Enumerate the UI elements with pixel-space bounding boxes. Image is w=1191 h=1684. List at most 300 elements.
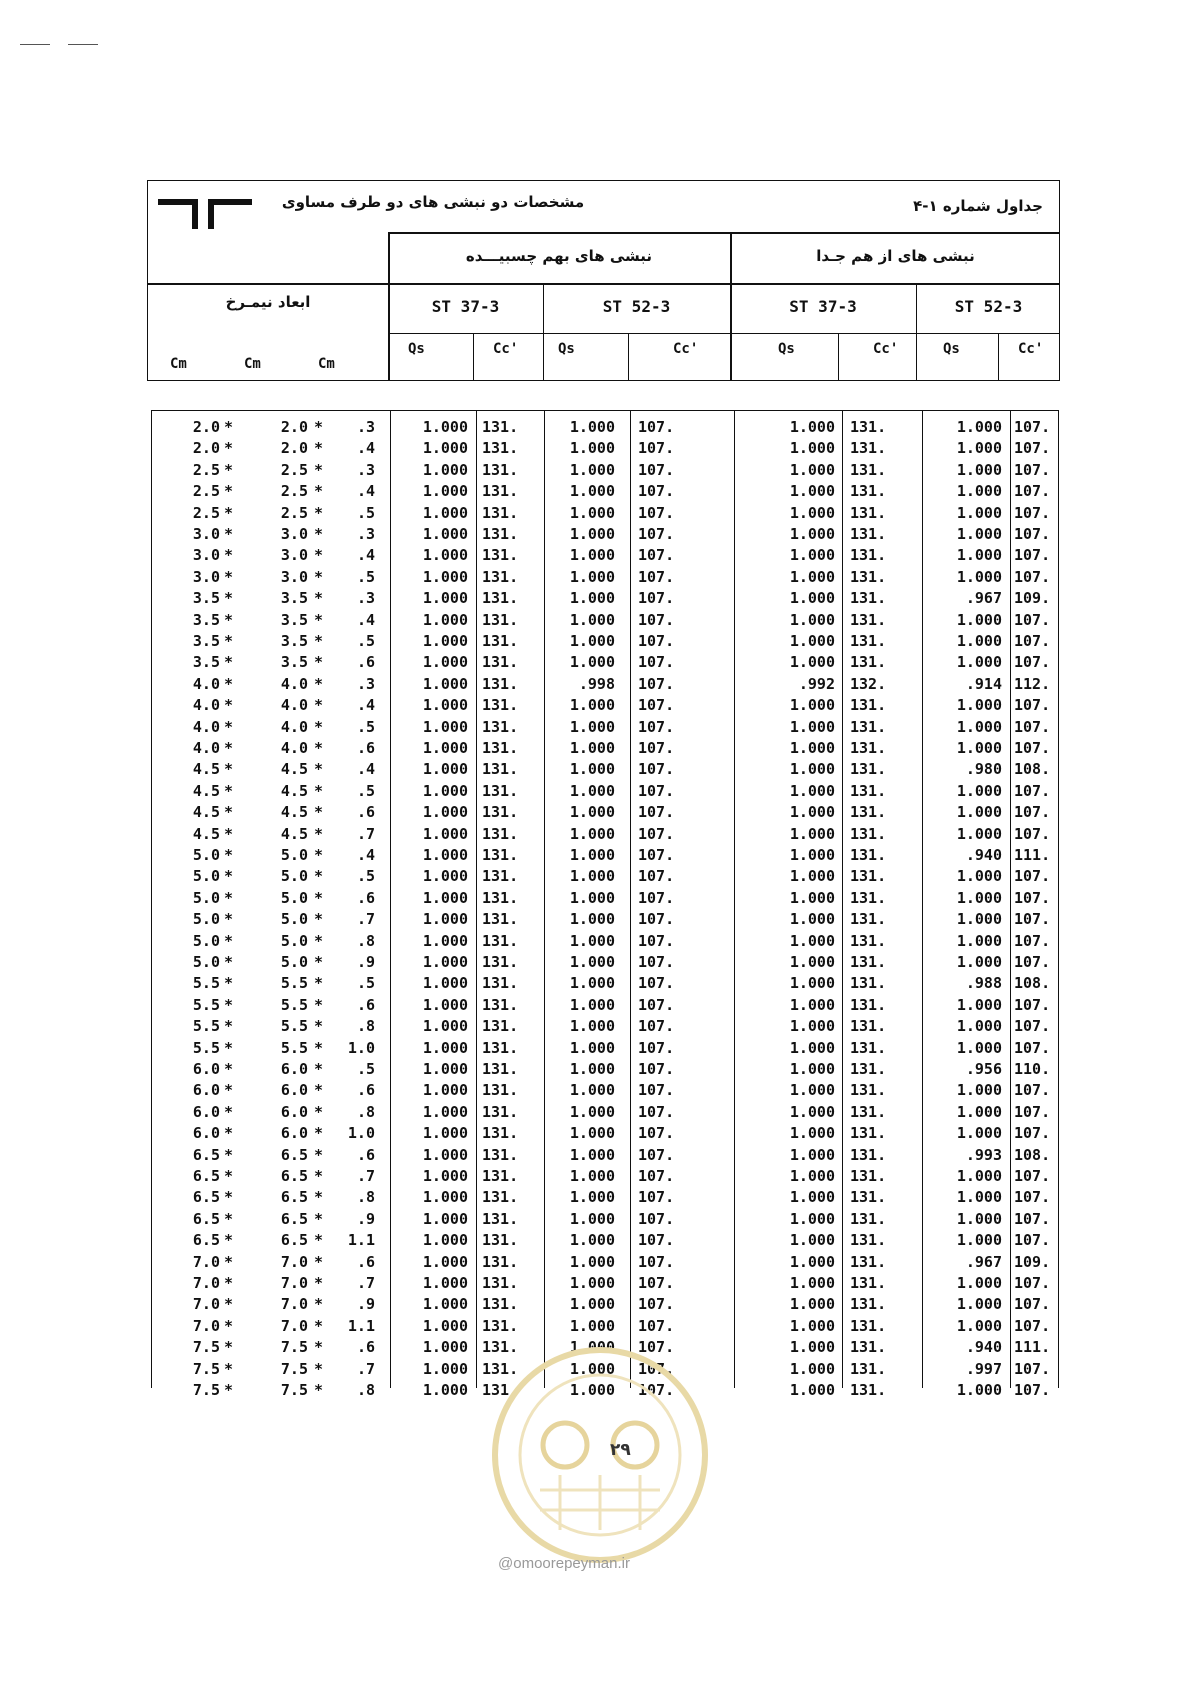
table-cell: 3.0 (192, 567, 220, 586)
table-cell: .4 (356, 546, 375, 565)
grade-label: ST 37-3 (431, 297, 500, 316)
table-cell: 131. (482, 1231, 519, 1250)
table-cell: 107. (1014, 503, 1051, 522)
table-cell: 5.5 (280, 995, 308, 1014)
dimension-separator: * (224, 717, 234, 736)
table-row (152, 995, 1058, 1016)
table-cell: 1.000 (956, 1017, 1002, 1036)
table-cell: 4.5 (280, 760, 308, 779)
table-cell: 1.000 (956, 1102, 1002, 1121)
table-cell: 4.5 (192, 781, 220, 800)
table-cell: 131. (482, 589, 519, 608)
dimension-separator: * (314, 1338, 324, 1357)
dimension-separator: * (224, 632, 234, 650)
table-cell: 131. (850, 910, 887, 929)
table-cell: 1.000 (956, 696, 1002, 715)
table-cell: 1.000 (956, 632, 1002, 650)
table-cell: 131. (850, 1038, 887, 1057)
table-cell: 1.000 (422, 1167, 468, 1185)
dimension-separator: * (224, 460, 234, 479)
table-cell: 131. (482, 696, 519, 715)
table-cell: 1.000 (789, 1359, 835, 1378)
header-rule (388, 232, 1059, 234)
table-cell: 108. (1014, 974, 1051, 993)
table-cell: 7.5 (192, 1359, 220, 1378)
table-cell: 107. (638, 460, 675, 479)
table-cell: 131. (482, 460, 519, 479)
table-cell: .9 (356, 953, 375, 971)
table-cell: 4.0 (192, 696, 220, 715)
table-cell: 131. (482, 1081, 519, 1100)
dimension-separator: * (314, 1102, 324, 1121)
table-cell: 6.5 (280, 1167, 308, 1185)
dimension-separator: * (314, 717, 324, 736)
table-cell: 107. (1014, 910, 1051, 929)
table-cell: 1.000 (956, 1124, 1002, 1143)
table-cell: 1.000 (422, 589, 468, 608)
dimension-separator: * (224, 1338, 234, 1357)
table-cell: 1.000 (789, 1252, 835, 1271)
table-cell: 2.0 (192, 418, 220, 436)
table-cell: 131. (482, 995, 519, 1014)
table-cell: 107. (1014, 482, 1051, 501)
table-cell: 107. (638, 974, 675, 993)
table-cell: 1.000 (422, 696, 468, 715)
table-cell: 131. (482, 717, 519, 736)
table-cell: 1.000 (956, 781, 1002, 800)
dimension-separator: * (314, 1209, 324, 1228)
table-cell: 1.000 (956, 910, 1002, 929)
dimension-separator: * (224, 1081, 234, 1100)
table-cell: 2.0 (192, 439, 220, 458)
table-cell: 107. (1014, 867, 1051, 886)
table-cell: 131. (850, 781, 887, 800)
table-cell: 1.000 (569, 1231, 615, 1250)
table-row (152, 973, 1058, 994)
table-cell: 6.0 (280, 1081, 308, 1100)
dimension-separator: * (224, 439, 234, 458)
table-cell: 7.0 (192, 1295, 220, 1314)
dimension-separator: * (314, 1231, 324, 1250)
table-cell: 4.5 (280, 824, 308, 843)
table-cell: 5.0 (280, 953, 308, 971)
dimension-separator: * (224, 653, 234, 672)
table-cell: .6 (356, 1338, 375, 1357)
dimension-separator: * (224, 1102, 234, 1121)
page-number: ۲۹ (610, 1440, 631, 1460)
table-cell: 1.000 (422, 1381, 468, 1399)
dimension-separator: * (224, 1060, 234, 1078)
table-cell: .980 (965, 760, 1002, 779)
table-cell: .4 (356, 696, 375, 715)
table-cell: 1.000 (569, 1081, 615, 1100)
table-cell: 131. (482, 867, 519, 886)
table-cell: .3 (356, 418, 375, 436)
table-cell: 6.5 (280, 1209, 308, 1228)
table-cell: 1.000 (569, 1145, 615, 1164)
cc-label: Cc' (1018, 341, 1044, 357)
table-cell: 108. (1014, 1145, 1051, 1164)
table-cell: 131. (482, 503, 519, 522)
table-cell: 131. (482, 739, 519, 757)
table-cell: 131. (482, 439, 519, 458)
table-cell: 5.5 (280, 974, 308, 993)
table-cell: .967 (965, 1252, 1002, 1271)
table-cell: 6.5 (192, 1145, 220, 1164)
dimension-separator: * (314, 931, 324, 950)
table-cell: 7.0 (192, 1274, 220, 1292)
table-cell: 1.000 (422, 439, 468, 458)
table-cell: 1.000 (422, 1231, 468, 1250)
table-cell: 131. (850, 760, 887, 779)
table-row (152, 888, 1058, 909)
table-cell: 131. (482, 1102, 519, 1121)
table-cell: 1.000 (569, 1274, 615, 1292)
table-row (152, 1059, 1058, 1080)
table-cell: 107. (638, 910, 675, 929)
table-cell: 131. (482, 824, 519, 843)
table-cell: 1.000 (569, 931, 615, 950)
table-cell: .6 (356, 739, 375, 757)
table-cell: 1.000 (422, 567, 468, 586)
table-cell: 107. (638, 1274, 675, 1292)
table-cell: 107. (1014, 1124, 1051, 1143)
header-description: مشخصات دو نبشی های دو طرف مساوی (281, 193, 585, 211)
dimension-separator: * (314, 1381, 324, 1399)
dimension-separator: * (224, 846, 234, 864)
table-cell: 107. (1014, 1038, 1051, 1057)
table-row (152, 909, 1058, 930)
dimension-separator: * (314, 1017, 324, 1036)
table-cell: 1.000 (789, 418, 835, 436)
table-cell: 1.000 (789, 867, 835, 886)
dimension-separator: * (314, 674, 324, 693)
table-cell: 1.000 (422, 995, 468, 1014)
table-cell: 1.000 (569, 888, 615, 907)
table-cell: 4.0 (280, 739, 308, 757)
table-cell: 1.000 (422, 1081, 468, 1100)
table-cell: 1.000 (422, 1295, 468, 1314)
table-cell: .5 (356, 974, 375, 993)
table-cell: 7.0 (280, 1295, 308, 1314)
cc-label: Cc' (493, 341, 519, 357)
dimension-separator: * (314, 1145, 324, 1164)
header-rule (998, 333, 999, 380)
dimension-separator: * (224, 739, 234, 757)
table-cell: 5.0 (192, 953, 220, 971)
table-cell: .9 (356, 1209, 375, 1228)
table-cell: 1.000 (789, 931, 835, 950)
table-cell: 7.5 (280, 1338, 308, 1357)
table-cell: .6 (356, 803, 375, 822)
dimension-separator: * (314, 1038, 324, 1057)
dimension-separator: * (314, 974, 324, 993)
table-cell: 4.0 (192, 739, 220, 757)
table-cell: 131. (482, 610, 519, 629)
table-header (147, 180, 1060, 381)
table-cell: 4.0 (192, 717, 220, 736)
table-cell: 1.000 (956, 867, 1002, 886)
dimension-separator: * (314, 739, 324, 757)
table-cell: 4.5 (280, 781, 308, 800)
table-cell: 1.000 (422, 1359, 468, 1378)
dimension-separator: * (224, 1124, 234, 1143)
table-cell: .4 (356, 760, 375, 779)
table-cell: .6 (356, 995, 375, 1014)
table-cell: 131. (850, 846, 887, 864)
table-cell: 131. (482, 974, 519, 993)
table-cell: .8 (356, 931, 375, 950)
table-cell: 1.000 (789, 974, 835, 993)
dimension-separator: * (224, 803, 234, 822)
table-cell: 6.5 (280, 1188, 308, 1207)
table-cell: 131. (850, 418, 887, 436)
table-cell: 1.000 (956, 717, 1002, 736)
table-cell: 1.000 (422, 482, 468, 501)
table-cell: .5 (356, 632, 375, 650)
table-cell: 1.000 (789, 1316, 835, 1335)
table-cell: 3.5 (192, 610, 220, 629)
table-cell: 107. (638, 1338, 675, 1357)
table-row (152, 481, 1058, 502)
table-cell: 6.5 (192, 1209, 220, 1228)
table-cell: 1.000 (956, 653, 1002, 672)
table-cell: 107. (638, 632, 675, 650)
table-cell: 131. (482, 418, 519, 436)
dimension-separator: * (314, 1252, 324, 1271)
table-cell: 1.000 (422, 910, 468, 929)
table-cell: 3.0 (280, 525, 308, 543)
table-cell: 3.0 (192, 546, 220, 565)
table-cell: .5 (356, 567, 375, 586)
table-cell: 1.000 (956, 1316, 1002, 1335)
table-cell: .7 (356, 1167, 375, 1185)
table-cell: 1.000 (956, 525, 1002, 543)
table-cell: 7.5 (192, 1381, 220, 1399)
table-cell: 1.000 (956, 567, 1002, 586)
table-cell: 107. (638, 995, 675, 1014)
table-cell: 107. (638, 696, 675, 715)
dimension-separator: * (224, 503, 234, 522)
dimension-separator: * (224, 888, 234, 907)
table-cell: .993 (965, 1145, 1002, 1164)
table-cell: 107. (638, 931, 675, 950)
table-cell: 5.5 (192, 1038, 220, 1057)
table-cell: 1.000 (956, 1295, 1002, 1314)
dimension-separator: * (314, 824, 324, 843)
dims-label: ابعاد نیمـرخ (225, 293, 311, 311)
table-cell: .5 (356, 867, 375, 886)
table-cell: 107. (638, 717, 675, 736)
table-cell: 131. (850, 1017, 887, 1036)
table-cell: 1.000 (422, 632, 468, 650)
table-cell: 131. (482, 1145, 519, 1164)
table-cell: 107. (1014, 931, 1051, 950)
table-cell: .6 (356, 1081, 375, 1100)
table-cell: 131. (482, 632, 519, 650)
table-row (152, 1209, 1058, 1230)
table-cell: 107. (1014, 439, 1051, 458)
dimension-separator: * (224, 824, 234, 843)
table-cell: 1.000 (789, 503, 835, 522)
table-cell: 107. (1014, 888, 1051, 907)
dimension-separator: * (314, 610, 324, 629)
table-cell: 131. (482, 1274, 519, 1292)
table-cell: 131. (850, 931, 887, 950)
table-cell: 1.000 (569, 803, 615, 822)
dimension-separator: * (224, 995, 234, 1014)
table-cell: 1.000 (569, 1188, 615, 1207)
table-cell: 2.5 (192, 503, 220, 522)
table-cell: 4.0 (280, 717, 308, 736)
dimension-separator: * (224, 525, 234, 543)
table-cell: 1.000 (422, 1338, 468, 1357)
table-cell: 1.000 (569, 995, 615, 1014)
table-cell: 1.000 (789, 760, 835, 779)
table-cell: 108. (1014, 760, 1051, 779)
table-cell: 1.000 (569, 739, 615, 757)
table-cell: 6.5 (280, 1231, 308, 1250)
table-cell: 107. (638, 1017, 675, 1036)
table-cell: 107. (638, 888, 675, 907)
table-cell: 1.000 (569, 867, 615, 886)
table-cell: 5.0 (280, 846, 308, 864)
table-cell: 3.5 (280, 589, 308, 608)
table-cell: 131. (482, 482, 519, 501)
table-cell: .967 (965, 589, 1002, 608)
table-cell: 107. (1014, 1274, 1051, 1292)
table-cell: 7.5 (280, 1359, 308, 1378)
table-cell: 131. (482, 931, 519, 950)
table-cell: .7 (356, 910, 375, 929)
table-cell: 4.5 (280, 803, 308, 822)
table-cell: 109. (1014, 1252, 1051, 1271)
dimension-separator: * (224, 418, 234, 436)
table-cell: 1.000 (569, 824, 615, 843)
table-cell: .992 (798, 674, 835, 693)
dimension-separator: * (314, 846, 324, 864)
table-cell: 131. (482, 1188, 519, 1207)
dimension-separator: * (314, 482, 324, 501)
table-cell: 107. (1014, 546, 1051, 565)
table-cell: 107. (638, 525, 675, 543)
unit-label: Cm (170, 356, 187, 372)
table-row (152, 802, 1058, 823)
table-cell: 1.000 (569, 1060, 615, 1078)
table-cell: 1.000 (956, 546, 1002, 565)
dimension-separator: * (224, 546, 234, 565)
table-cell: 131. (850, 974, 887, 993)
dimension-separator: * (314, 439, 324, 458)
table-cell: 131. (850, 1295, 887, 1314)
table-cell: 1.000 (422, 653, 468, 672)
table-cell: 131. (850, 995, 887, 1014)
table-cell: 131. (850, 1060, 887, 1078)
table-cell: 5.5 (192, 974, 220, 993)
table-cell: .8 (356, 1188, 375, 1207)
qs-label: Qs (558, 341, 575, 357)
table-cell: 107. (1014, 460, 1051, 479)
table-cell: 1.000 (956, 418, 1002, 436)
table-cell: 2.5 (192, 482, 220, 501)
dimension-separator: * (314, 888, 324, 907)
table-cell: 1.000 (569, 589, 615, 608)
table-cell: .5 (356, 717, 375, 736)
table-cell: 1.000 (956, 1081, 1002, 1100)
table-cell: 1.0 (347, 1124, 375, 1143)
table-cell: 107. (1014, 1167, 1051, 1185)
table-cell: 5.0 (280, 888, 308, 907)
qs-label: Qs (943, 341, 960, 357)
table-cell: 1.0 (347, 1038, 375, 1057)
table-cell: 1.000 (789, 781, 835, 800)
table-cell: 131. (850, 503, 887, 522)
table-cell: 1.000 (569, 1167, 615, 1185)
table-cell: 5.0 (280, 931, 308, 950)
table-cell: 131. (850, 1381, 887, 1399)
table-cell: 1.000 (569, 439, 615, 458)
table-row (152, 1166, 1058, 1187)
table-cell: 107. (638, 653, 675, 672)
table-cell: 1.000 (569, 974, 615, 993)
table-cell: 3.5 (280, 610, 308, 629)
table-cell: .7 (356, 1359, 375, 1378)
table-cell: 1.000 (569, 1017, 615, 1036)
table-cell: 107. (1014, 632, 1051, 650)
table-cell: 107. (1014, 1295, 1051, 1314)
cc-label: Cc' (673, 341, 699, 357)
table-cell: 107. (638, 482, 675, 501)
table-cell: 4.0 (280, 674, 308, 693)
table-cell: 1.000 (422, 824, 468, 843)
table-cell: 131. (850, 1274, 887, 1292)
table-cell: 131. (850, 1188, 887, 1207)
qs-label: Qs (408, 341, 425, 357)
table-cell: 1.000 (569, 1102, 615, 1121)
double-angle-icon (156, 195, 256, 235)
table-cell: 107. (638, 1145, 675, 1164)
table-cell: 1.000 (956, 460, 1002, 479)
table-cell: 1.000 (569, 717, 615, 736)
table-cell: 1.000 (789, 1017, 835, 1036)
table-cell: .8 (356, 1102, 375, 1121)
table-cell: 2.0 (280, 439, 308, 458)
table-cell: 1.000 (422, 1124, 468, 1143)
table-cell: 107. (1014, 781, 1051, 800)
table-row (152, 503, 1058, 524)
table-cell: 1.000 (422, 1188, 468, 1207)
table-cell: 1.000 (789, 1231, 835, 1250)
table-cell: 1.000 (422, 503, 468, 522)
table-cell: 107. (638, 610, 675, 629)
table-cell: 107. (1014, 696, 1051, 715)
table-cell: 1.000 (956, 888, 1002, 907)
table-cell: 1.000 (789, 610, 835, 629)
table-cell: 131. (482, 910, 519, 929)
table-cell: 1.000 (789, 953, 835, 971)
table-row (152, 674, 1058, 695)
dimension-separator: * (224, 1316, 234, 1335)
grade-label: ST 37-3 (789, 297, 857, 316)
table-cell: 1.000 (569, 1338, 615, 1357)
table-cell: 1.000 (789, 1274, 835, 1292)
table-cell: .5 (356, 781, 375, 800)
table-row (152, 1230, 1058, 1251)
corner-marks (20, 30, 116, 49)
table-cell: 1.000 (569, 1316, 615, 1335)
table-row (152, 952, 1058, 973)
dimension-separator: * (314, 1124, 324, 1143)
